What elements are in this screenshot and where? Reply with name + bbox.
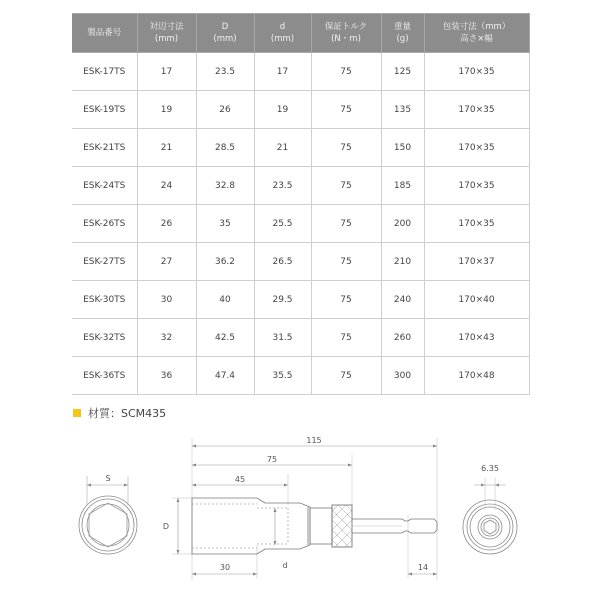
cell-across-flats: 26 bbox=[137, 205, 196, 243]
cell-outer-dia: 32.8 bbox=[196, 167, 254, 205]
label-hex-shank: 6.35 bbox=[481, 464, 499, 473]
cell-torque: 75 bbox=[311, 129, 381, 167]
cell-weight: 210 bbox=[381, 243, 424, 281]
cell-weight: 300 bbox=[381, 357, 424, 395]
rear-view bbox=[463, 478, 517, 554]
cell-package: 170×35 bbox=[424, 167, 529, 205]
header-unit: (mm) bbox=[270, 34, 295, 44]
header-unit: (N・m) bbox=[331, 34, 361, 44]
header-package-size bbox=[424, 14, 529, 53]
cell-torque: 75 bbox=[311, 53, 381, 91]
label-inner-dia: d bbox=[282, 561, 288, 570]
material-label: 材質：SCM435 bbox=[88, 407, 167, 420]
table-header-row bbox=[72, 14, 529, 53]
cell-outer-dia: 28.5 bbox=[196, 129, 254, 167]
table-row bbox=[72, 319, 529, 357]
cell-outer-dia: 47.4 bbox=[196, 357, 254, 395]
header-inner-diameter bbox=[254, 14, 311, 53]
header-outer-diameter bbox=[196, 14, 254, 53]
cell-inner-dia: 23.5 bbox=[254, 167, 311, 205]
cell-weight: 260 bbox=[381, 319, 424, 357]
label-socket-depth: 45 bbox=[234, 475, 246, 484]
header-label: 対辺寸法 bbox=[149, 22, 184, 32]
cell-package: 170×37 bbox=[424, 243, 529, 281]
cell-package: 170×35 bbox=[424, 91, 529, 129]
material-note bbox=[73, 405, 166, 421]
header-label: 保証トルク bbox=[324, 22, 368, 32]
header-torque bbox=[311, 14, 381, 53]
cell-package: 170×35 bbox=[424, 205, 529, 243]
cell-outer-dia: 36.2 bbox=[196, 243, 254, 281]
label-overall-length: 115 bbox=[306, 436, 322, 445]
cell-product: ESK-17TS bbox=[72, 53, 137, 91]
table-row bbox=[72, 357, 529, 395]
cell-product: ESK-21TS bbox=[72, 129, 137, 167]
cell-inner-dia: 19 bbox=[254, 91, 311, 129]
cell-inner-dia: 35.5 bbox=[254, 357, 311, 395]
technical-drawing bbox=[0, 425, 600, 600]
side-view bbox=[172, 438, 437, 580]
table-row bbox=[72, 91, 529, 129]
cell-outer-dia: 26 bbox=[196, 91, 254, 129]
cell-inner-dia: 29.5 bbox=[254, 281, 311, 319]
table-row bbox=[72, 53, 529, 91]
cell-across-flats: 17 bbox=[137, 53, 196, 91]
cell-across-flats: 27 bbox=[137, 243, 196, 281]
header-unit: 高さ×幅 bbox=[460, 34, 493, 44]
table-row bbox=[72, 205, 529, 243]
header-label: D bbox=[221, 22, 229, 32]
cell-inner-dia: 17 bbox=[254, 53, 311, 91]
cell-inner-dia: 21 bbox=[254, 129, 311, 167]
yellow-square-icon bbox=[73, 409, 81, 417]
cell-product: ESK-26TS bbox=[72, 205, 137, 243]
knurled-collar bbox=[332, 505, 352, 547]
cell-product: ESK-30TS bbox=[72, 281, 137, 319]
cell-product: ESK-19TS bbox=[72, 91, 137, 129]
cell-torque: 75 bbox=[311, 167, 381, 205]
cell-across-flats: 30 bbox=[137, 281, 196, 319]
cell-inner-dia: 26.5 bbox=[254, 243, 311, 281]
header-label: 製品番号 bbox=[87, 28, 122, 38]
cell-weight: 185 bbox=[381, 167, 424, 205]
header-weight bbox=[381, 14, 424, 53]
label-bit-end: 14 bbox=[417, 563, 429, 572]
label-s: S bbox=[105, 474, 111, 483]
label-outer-dia: D bbox=[162, 522, 170, 531]
table-row bbox=[72, 167, 529, 205]
cell-package: 170×40 bbox=[424, 281, 529, 319]
cell-weight: 135 bbox=[381, 91, 424, 129]
spec-table bbox=[72, 13, 530, 395]
cell-outer-dia: 40 bbox=[196, 281, 254, 319]
cell-weight: 200 bbox=[381, 205, 424, 243]
header-label: 包装寸法（mm） bbox=[442, 22, 511, 32]
cell-package: 170×35 bbox=[424, 129, 529, 167]
cell-package: 170×43 bbox=[424, 319, 529, 357]
cell-product: ESK-27TS bbox=[72, 243, 137, 281]
cell-weight: 150 bbox=[381, 129, 424, 167]
front-view bbox=[79, 476, 137, 554]
cell-torque: 75 bbox=[311, 319, 381, 357]
cell-torque: 75 bbox=[311, 281, 381, 319]
cell-weight: 240 bbox=[381, 281, 424, 319]
cell-product: ESK-32TS bbox=[72, 319, 137, 357]
header-unit: (g) bbox=[396, 34, 409, 44]
cell-torque: 75 bbox=[311, 243, 381, 281]
cell-outer-dia: 35 bbox=[196, 205, 254, 243]
header-label: d bbox=[279, 22, 286, 32]
cell-across-flats: 19 bbox=[137, 91, 196, 129]
header-unit: (mm) bbox=[154, 34, 179, 44]
cell-torque: 75 bbox=[311, 91, 381, 129]
cell-weight: 125 bbox=[381, 53, 424, 91]
cell-across-flats: 21 bbox=[137, 129, 196, 167]
cell-inner-dia: 25.5 bbox=[254, 205, 311, 243]
cell-torque: 75 bbox=[311, 205, 381, 243]
cell-torque: 75 bbox=[311, 357, 381, 395]
cell-product: ESK-24TS bbox=[72, 167, 137, 205]
cell-outer-dia: 42.5 bbox=[196, 319, 254, 357]
cell-package: 170×48 bbox=[424, 357, 529, 395]
dimension-diagram bbox=[0, 425, 600, 600]
cell-outer-dia: 23.5 bbox=[196, 53, 254, 91]
label-socket-to-collar: 75 bbox=[266, 455, 278, 464]
header-product-number bbox=[72, 14, 137, 53]
table-row bbox=[72, 243, 529, 281]
table-row bbox=[72, 129, 529, 167]
cell-across-flats: 32 bbox=[137, 319, 196, 357]
label-hex-depth: 30 bbox=[219, 563, 231, 572]
cell-inner-dia: 31.5 bbox=[254, 319, 311, 357]
header-label: 重量 bbox=[393, 22, 411, 32]
cell-across-flats: 24 bbox=[137, 167, 196, 205]
cell-across-flats: 36 bbox=[137, 357, 196, 395]
cell-product: ESK-36TS bbox=[72, 357, 137, 395]
table-row bbox=[72, 281, 529, 319]
header-unit: (mm) bbox=[213, 34, 237, 44]
header-across-flats bbox=[137, 14, 196, 53]
cell-package: 170×35 bbox=[424, 53, 529, 91]
